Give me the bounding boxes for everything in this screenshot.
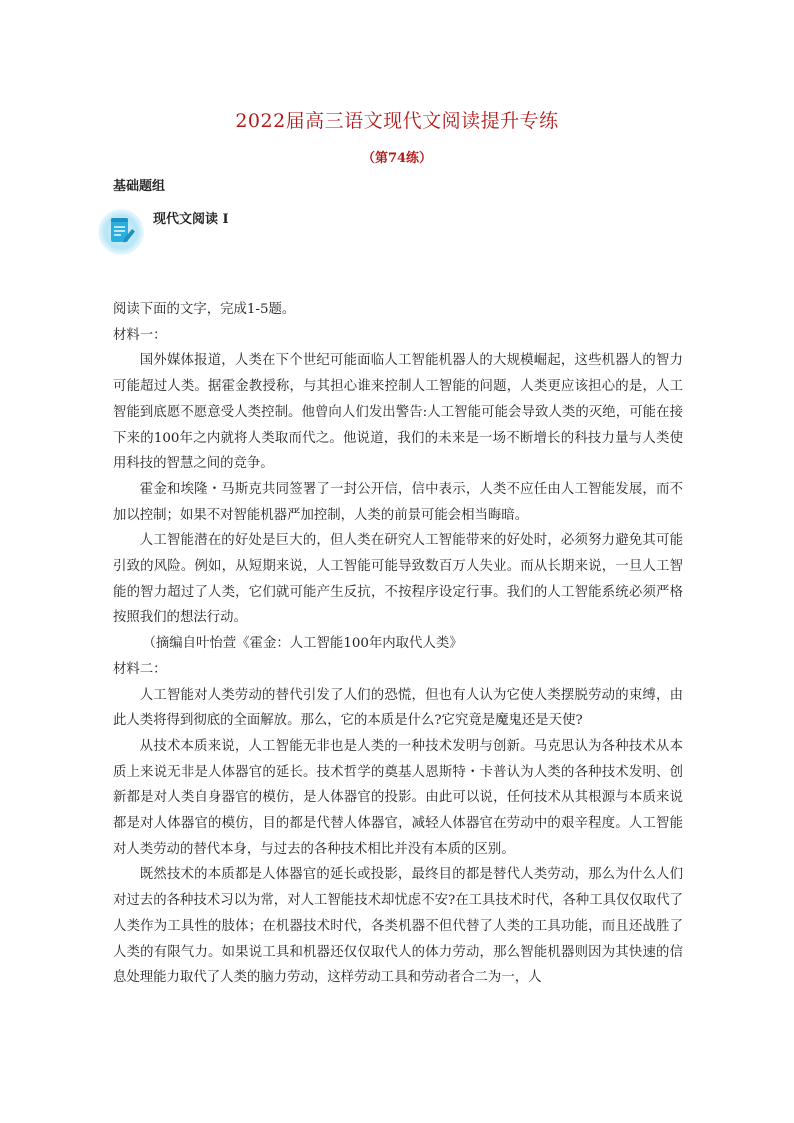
material-one-paragraph-1: 国外媒体报道，人类在下个世纪可能面临人工智能机器人的大规模崛起，这些机器人的智力可能超过人类。据霍金教授称，与其担心谁来控制人工智能的问题，人类更应该担心的是，人工智能到底愿不愿意受人类控制。他曾向人们发出警告:人工智能可能会导致人类的灭绝，可能在接下来的100年之内就将人类取而代之。他说道，我们的未来是一场不断增长的科技力量与人类使用科技的智慧之间的竞争。 [113, 353, 683, 472]
material-one-label: 材料一： [113, 327, 167, 343]
document-subtitle: （第74练） [361, 151, 433, 166]
document-title: 2022届高三语文现代文阅读提升专练 [235, 110, 559, 132]
notepad-pencil-icon [97, 208, 145, 256]
material-one-citation: （摘编自叶怡萱《霍金：人工智能100年内取代人类》 [142, 636, 463, 652]
material-two-label: 材料二： [113, 661, 167, 677]
instruction-text: 阅读下面的文字，完成1-5题。 [113, 302, 296, 317]
material-one-paragraph-2: 霍金和埃隆・马斯克共同签署了一封公开信，信中表示，人类不应任由人工智能发展，而不加以控制；如果不对智能机器严加控制，人类的前景可能会相当晦暗。 [113, 481, 683, 523]
material-two-paragraph-2: 从技术本质来说，人工智能无非也是人类的一种技术发明与创新。马克思认为各种技术从本质上来说无非是人体器官的延长。技术哲学的奠基人恩斯特・卡普认为人类的各种技术发明、创新都是对人类自身器官的模仿，是人体器官的投影。由此可以说，任何技术从其根源与本质来说都是对人体器官的模仿，目的都是代替人体器官，减轻人体器官在劳动中的艰辛程度。人工智能对人类劳动的替代本身，与过去的各种技术相比并没有本质的区别。 [113, 738, 683, 857]
material-two-paragraph-1: 人工智能对人类劳动的替代引发了人们的恐慌，但也有人认为它使人类摆脱劳动的束缚，由此人类将得到彻底的全面解放。那么，它的本质是什么?它究竟是魔鬼还是天使? [113, 687, 683, 729]
material-two-paragraph-3: 既然技术的本质都是人体器官的延长或投影，最终目的都是替代人类劳动，那么为什么人们对过去的各种技术习以为常，对人工智能技术却忧虑不安?在工具技术时代，各种工具仅仅取代了人类作为工具性的肢体；在机器技术时代，各类机器不但代替了人类的工具功能，而且还战胜了人类的有限气力。如果说工具和机器还仅仅取代人的体力劳动，那么智能机器则因为其快速的信息处理能力取代了人类的脑力劳动，这样劳动工具和劳动者合二为一，人 [113, 867, 683, 986]
group-heading: 基础题组 [113, 179, 166, 194]
section-title: 现代文阅读 I [153, 212, 229, 227]
reading-passage [113, 297, 683, 991]
material-one-paragraph-3: 人工智能潜在的好处是巨大的，但人类在研究人工智能带来的好处时，必须努力避免其可能引致的风险。例如，从短期来说，人工智能可能导致数百万人失业。而从长期来说，一旦人工智能的智力超过了人类，它们就可能产生反抗，不按程序设定行事。我们的人工智能系统必须严格按照我们的想法行动。 [113, 533, 683, 626]
